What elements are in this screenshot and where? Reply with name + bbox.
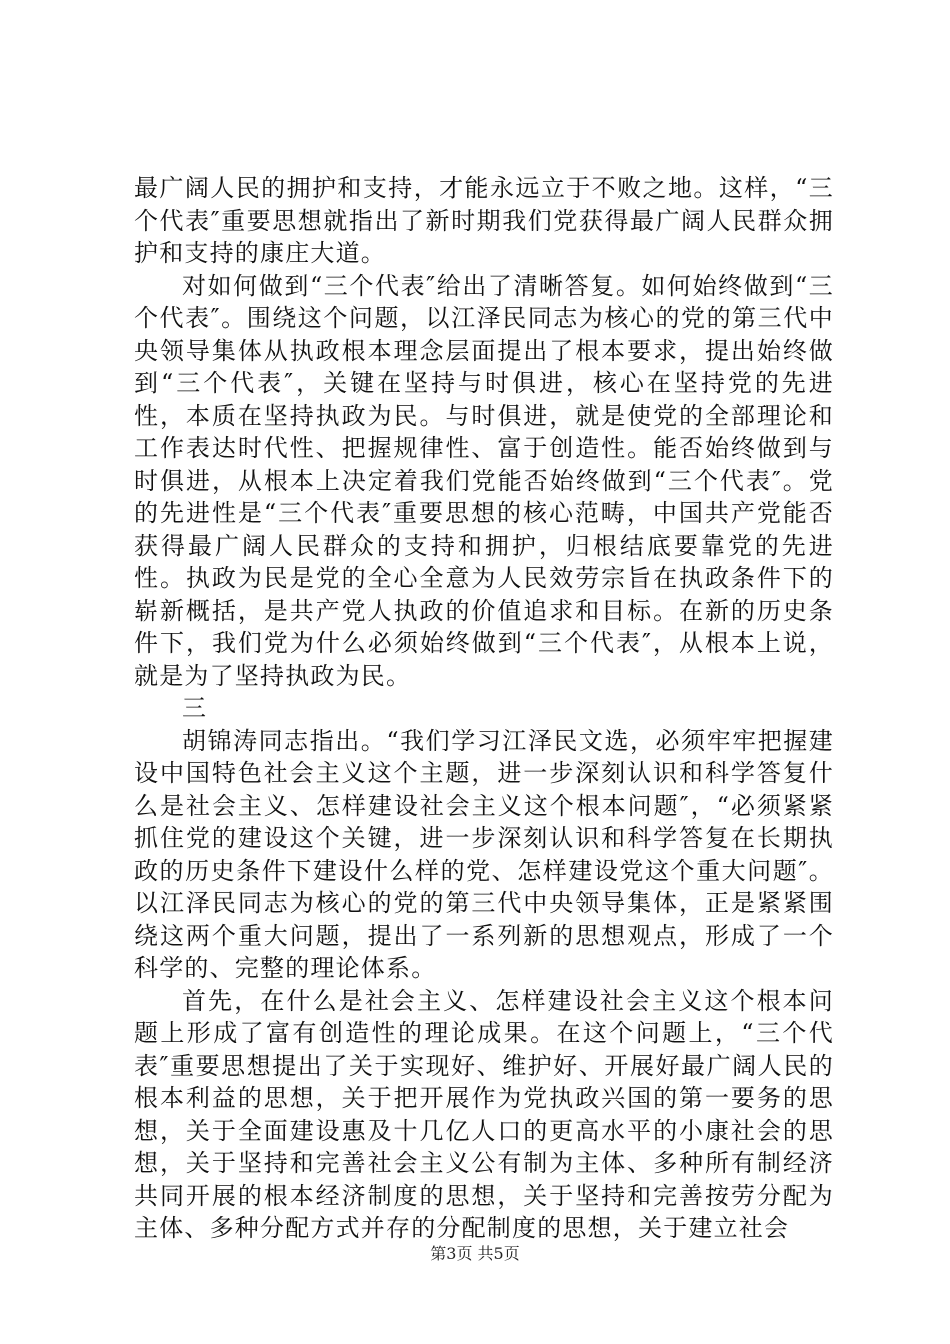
paragraph: 胡锦涛同志指出。“我们学习江泽民文选，必须牢牢把握建设中国特色社会主义这个主题，进一步深刻认识和科学答复什么是社会主义、怎样建设社会主义这个根本问题″，“必须紧紧抓住党的建设这个关键，进一步深刻认识和科学答复在长期执政的历史条件下建设什么样的党、怎样建设党这个重大问题″。以江泽民同志为核心的党的第三代中央领导集体，正是紧紧围绕这两个重大问题，提出了一系列新的思想观点，形成了一个科学的、完整的理论体系。 — [134, 726, 834, 982]
page-number: 第3页 共5页 — [430, 1244, 520, 1263]
page-footer — [0, 1244, 950, 1264]
paragraph: 首先，在什么是社会主义、怎样建设社会主义这个根本问题上形成了富有创造性的理论成果。在这个问题上，“三个代表″重要思想提出了关于实现好、维护好、开展好最广阔人民的根本利益的思想，关于把开展作为党执政兴国的第一要务的思想，关于全面建设惠及十几亿人口的更高水平的小康社会的思想，关于坚持和完善社会主义公有制为主体、多种所有制经济共同开展的根本经济制度的思想，关于坚持和完善按劳分配为主体、多种分配方式并存的分配制度的思想，关于建立社会 — [134, 986, 834, 1242]
paragraph: 对如何做到“三个代表″给出了清晰答复。如何始终做到“三个代表″。围绕这个问题，以江泽民同志为核心的党的第三代中央领导集体从执政根本理念层面提出了根本要求，提出始终做到“三个代表″，关键在坚持与时俱进，核心在坚持党的先进性，本质在坚持执政为民。与时俱进，就是使党的全部理论和工作表达时代性、把握规律性、富于创造性。能否始终做到与时俱进，从根本上决定着我们党能否始终做到“三个代表″。党的先进性是“三个代表″重要思想的核心范畴，中国共产党能否获得最广阔人民群众的支持和拥护，归根结底要靠党的先进性。执政为民是党的全心全意为人民效劳宗旨在执政条件下的崭新概括，是共产党人执政的价值追求和目标。在新的历史条件下，我们党为什么必须始终做到“三个代表″，从根本上说，就是为了坚持执政为民。 — [134, 271, 834, 690]
paragraph: 最广阔人民的拥护和支持，才能永远立于不败之地。这样，“三个代表″重要思想就指出了新时期我们党获得最广阔人民群众拥护和支持的康庄大道。 — [134, 174, 834, 267]
document-body — [134, 172, 834, 1245]
section-heading: 三 — [182, 694, 208, 722]
